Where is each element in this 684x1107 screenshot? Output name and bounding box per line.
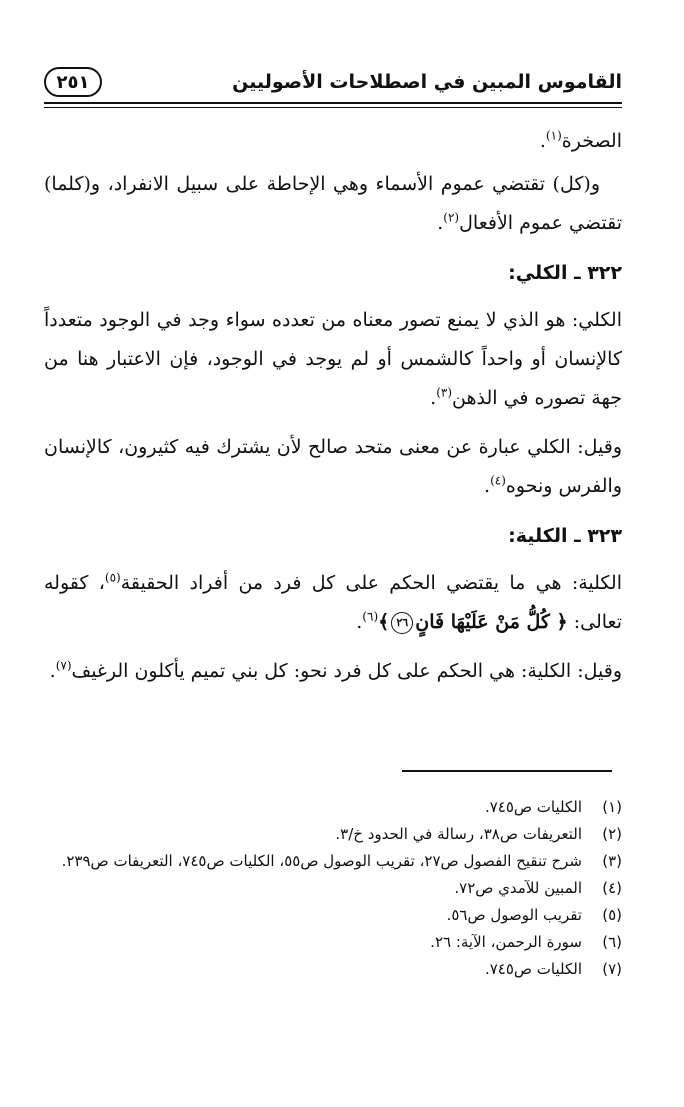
footnote [44, 848, 622, 875]
footnote [44, 956, 622, 983]
footnote-number: (٣) [602, 852, 622, 870]
entry-heading-323 [44, 516, 622, 556]
footnote-number: (٤) [602, 879, 622, 897]
footnote [44, 902, 622, 929]
header-rule-thick [44, 102, 622, 104]
page-number: ٢٥١ [44, 67, 102, 97]
entry-heading-322 [44, 253, 622, 293]
footnote [44, 794, 622, 821]
main-text [44, 122, 622, 701]
footnote-separator [402, 770, 612, 772]
footnote-text: التعريفات ص٣٨، رسالة في الحدود خ/٣. [335, 825, 582, 843]
entry-number: ٣٢٢ ـ [574, 262, 622, 284]
footnote-ref: (٧) [55, 658, 72, 673]
paragraph-kulliya-definition: الكلية: هي ما يقتضي الحكم على كل فرد من أفراد الحقيقة$^{(٥)}$، كقوله تعالى: ﴿ كُلُّ مَنْ عَلَيْهَا فَانٍ٢٦﴾$^{(٦)}$. [44, 570, 622, 633]
footnote-ref: (٦) [362, 609, 379, 624]
footnote-ref: (٣) [436, 385, 453, 400]
paragraph-kull: و(كل) تقتضي عموم الأسماء وهي الإحاطة على سبيل الانفراد، و(كلما) تقتضي عموم الأفعال$^{(٢)}$. [44, 173, 622, 234]
footnote-text: شرح تنقيح الفصول ص٢٧، تقريب الوصول ص٥٥، الكليات ص٧٤٥، التعريفات ص٢٣٩. [61, 852, 582, 870]
entry-number: ٣٢٣ ـ [574, 525, 622, 547]
footnote-number: (١) [602, 798, 622, 816]
book-title: القاموس المبين في اصطلاحات الأصوليين [232, 71, 622, 93]
footnote [44, 821, 622, 848]
footnote-text: تقريب الوصول ص٥٦. [446, 906, 582, 924]
footnote-text: الكليات ص٧٤٥. [484, 798, 582, 816]
footnote-number: (٦) [602, 933, 622, 951]
footnotes [44, 794, 622, 983]
footnote-text: المبين للآمدي ص٧٢. [454, 879, 582, 897]
footnote-ref: (٤) [490, 473, 506, 488]
footnote-text: سورة الرحمن، الآية: ٢٦. [430, 933, 582, 951]
footnote [44, 929, 622, 956]
footnote-number: (٢) [602, 825, 622, 843]
footnote-number: (٧) [602, 960, 622, 978]
footnote-ref: (٥) [104, 570, 121, 585]
header-rule-thin [44, 107, 622, 108]
footnote-text: الكليات ص٧٤٥. [484, 960, 582, 978]
entry-term: الكلية : [508, 525, 567, 547]
running-head [44, 62, 622, 102]
footnote-ref: (١) [545, 128, 562, 143]
footnote [44, 875, 622, 902]
paragraph-kulli-alt: وقيل: الكلي عبارة عن معنى متحد صالح لأن يشترك فيه كثيرون، كالإنسان والفرس ونحوه$^{(٤)}$. [44, 436, 622, 497]
paragraph-continuation: الصخرة$^{(١)}$. [539, 128, 622, 152]
quran-verse: ﴿ كُلُّ مَنْ عَلَيْهَا فَانٍ٢٦﴾ [378, 611, 568, 633]
entry-term: الكلي : [508, 262, 567, 284]
paragraph-kulliya-alt: وقيل: الكلية: هي الحكم على كل فرد نحو: كل بني تميم يأكلون الرغيف$^{(٧)}$. [49, 658, 622, 682]
footnote-number: (٥) [602, 906, 622, 924]
ayah-number-mark: ٢٦ [391, 612, 413, 634]
paragraph-kulli-definition: الكلي: هو الذي لا يمنع تصور معناه من تعدده سواء وجد في الوجود متعدداً كالإنسان أو واحداً كالشمس أو لم يوجد في الوجود، فإن الاعتبار هنا من جهة تصوره في الذهن$^{(٣)}$. [44, 309, 622, 409]
footnote-ref: (٢) [443, 210, 460, 225]
